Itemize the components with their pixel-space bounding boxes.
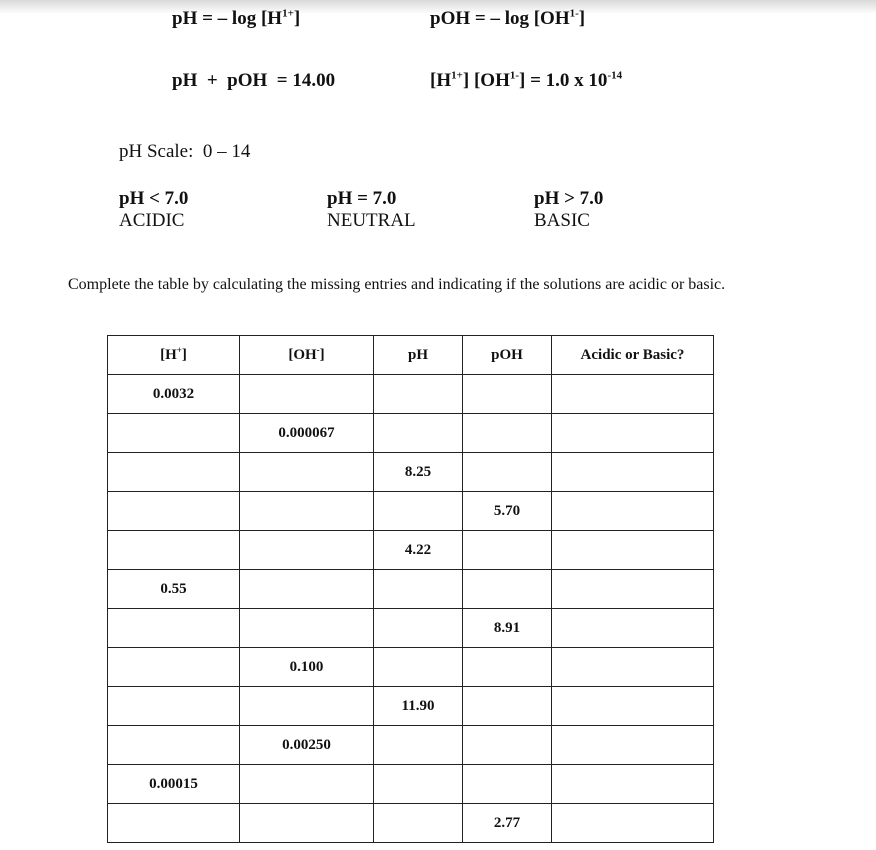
basic-category: [534, 188, 603, 232]
cell-oh: [240, 492, 374, 531]
cell-acidic-or-basic: [552, 453, 714, 492]
table-row: [108, 531, 714, 570]
neutral-category: [327, 188, 416, 232]
cell-poh: [463, 570, 552, 609]
cell-acidic-or-basic: [552, 648, 714, 687]
acidic-condition: pH < 7.0: [119, 188, 189, 209]
cell-ph: 4.22: [374, 531, 463, 570]
cell-oh: [240, 570, 374, 609]
table-row: [108, 648, 714, 687]
neutral-label: NEUTRAL: [327, 210, 416, 231]
cell-ph: 8.25: [374, 453, 463, 492]
poh-definition-equation: pOH = – $\log [OH^{1-}]$: [430, 7, 586, 29]
basic-label: BASIC: [534, 210, 590, 231]
cell-ph: [374, 726, 463, 765]
ph-poh-sum-equation: pH + pOH = 14.00: [172, 70, 336, 91]
acidic-category: [119, 188, 188, 232]
header-acidic-or-basic: Acidic or Basic?: [552, 336, 714, 375]
cell-ph: [374, 609, 463, 648]
cell-ph: [374, 570, 463, 609]
cell-poh: [463, 453, 552, 492]
table-row: [108, 375, 714, 414]
cell-oh: [240, 765, 374, 804]
ph-definition-equation: pH = – $\log [H^{1+}]$: [172, 7, 301, 29]
cell-ph: [374, 492, 463, 531]
cell-poh: [463, 414, 552, 453]
cell-poh: [463, 531, 552, 570]
water-ion-product-equation: $[H^{1+}] [OH^{1-}] = 1.0$ x $10^{-14}$: [430, 69, 623, 91]
cell-ph: [374, 375, 463, 414]
cell-ph: [374, 804, 463, 843]
cell-ph: [374, 648, 463, 687]
table-row: [108, 687, 714, 726]
cell-h: 0.00015: [108, 765, 240, 804]
table-row: [108, 492, 714, 531]
cell-h: [108, 648, 240, 687]
cell-poh: [463, 375, 552, 414]
cell-ph: 11.90: [374, 687, 463, 726]
cell-poh: 5.70: [463, 492, 552, 531]
cell-acidic-or-basic: [552, 726, 714, 765]
cell-acidic-or-basic: [552, 570, 714, 609]
cell-oh: [240, 375, 374, 414]
cell-h: [108, 531, 240, 570]
cell-acidic-or-basic: [552, 531, 714, 570]
table-row: [108, 765, 714, 804]
table-row: [108, 453, 714, 492]
basic-condition: pH > 7.0: [534, 188, 604, 209]
table-row: [108, 414, 714, 453]
acidic-label: ACIDIC: [119, 210, 185, 231]
cell-ph: [374, 765, 463, 804]
header-oh-concentration: [OH-]: [240, 336, 374, 375]
table-row: [108, 726, 714, 765]
cell-oh: 0.100: [240, 648, 374, 687]
cell-h: [108, 726, 240, 765]
cell-poh: [463, 687, 552, 726]
cell-oh: [240, 687, 374, 726]
cell-oh: [240, 531, 374, 570]
cell-poh: [463, 765, 552, 804]
cell-h: [108, 687, 240, 726]
cell-h: [108, 414, 240, 453]
table-row: [108, 570, 714, 609]
instruction-text: Complete the table by calculating the missing entries and indicating if the solutions are acidic or basic.: [68, 276, 726, 293]
cell-h: [108, 492, 240, 531]
table-row: [108, 804, 714, 843]
table-header-row: [108, 336, 714, 375]
cell-h: [108, 804, 240, 843]
cell-acidic-or-basic: [552, 609, 714, 648]
cell-acidic-or-basic: [552, 765, 714, 804]
cell-h: 0.55: [108, 570, 240, 609]
cell-acidic-or-basic: [552, 804, 714, 843]
ph-scale-title: pH Scale: 0 – 14: [119, 141, 251, 162]
table-row: [108, 609, 714, 648]
cell-poh: 2.77: [463, 804, 552, 843]
cell-poh: [463, 648, 552, 687]
header-ph: pH: [374, 336, 463, 375]
cell-h: [108, 453, 240, 492]
header-poh: pOH: [463, 336, 552, 375]
cell-acidic-or-basic: [552, 492, 714, 531]
cell-oh: [240, 609, 374, 648]
ph-calculation-table: [107, 335, 714, 843]
cell-poh: 8.91: [463, 609, 552, 648]
header-h-concentration: [H+]: [108, 336, 240, 375]
cell-oh: [240, 804, 374, 843]
cell-poh: [463, 726, 552, 765]
cell-ph: [374, 414, 463, 453]
cell-h: 0.0032: [108, 375, 240, 414]
cell-oh: [240, 453, 374, 492]
cell-oh: 0.000067: [240, 414, 374, 453]
neutral-condition: pH = 7.0: [327, 188, 397, 209]
cell-h: [108, 609, 240, 648]
cell-acidic-or-basic: [552, 375, 714, 414]
cell-acidic-or-basic: [552, 414, 714, 453]
cell-oh: 0.00250: [240, 726, 374, 765]
cell-acidic-or-basic: [552, 687, 714, 726]
